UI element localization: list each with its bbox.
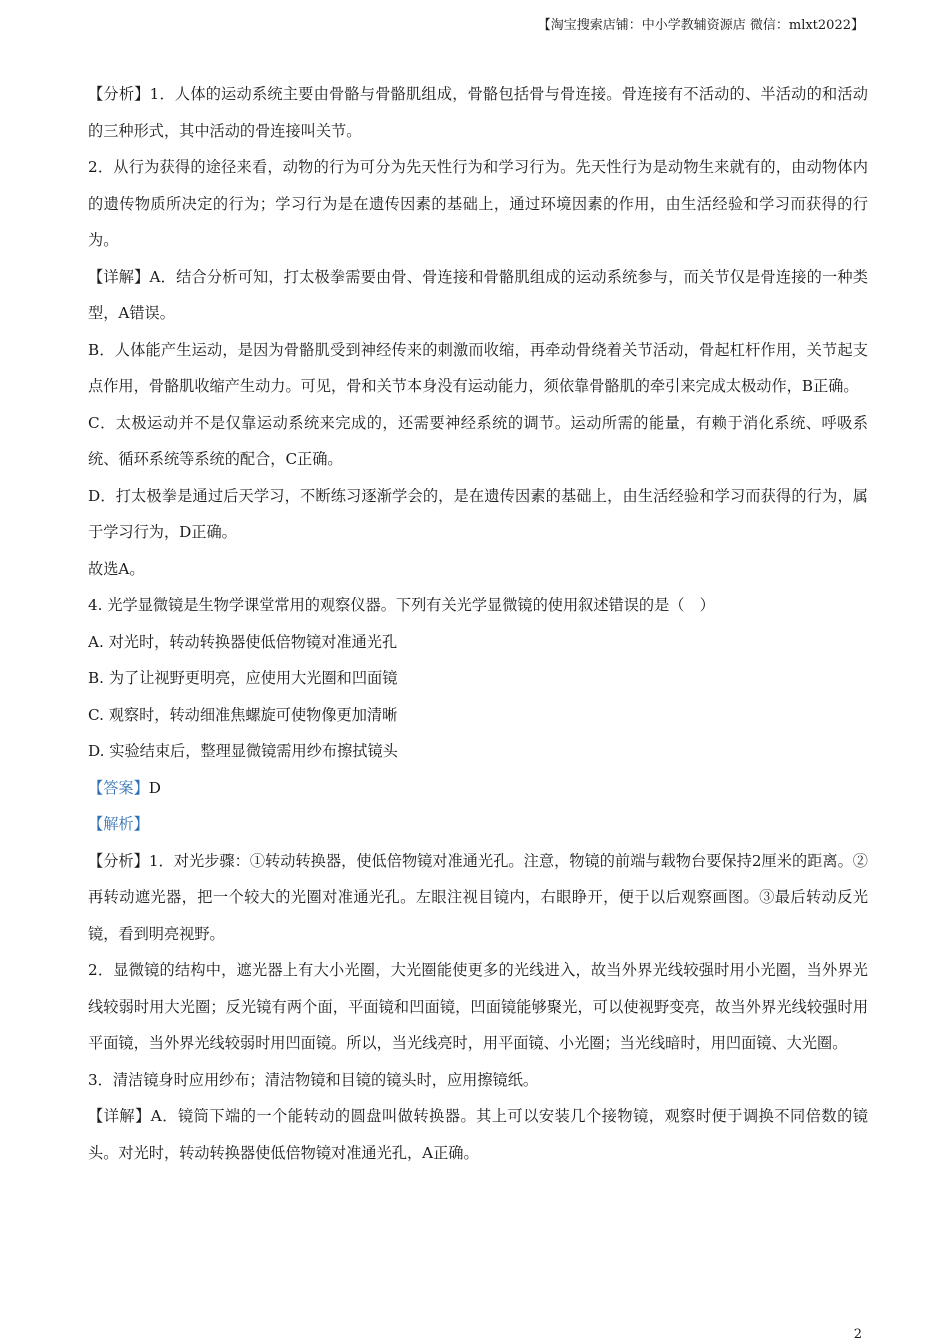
answer-value: D <box>148 778 161 797</box>
detail-paragraph-c: C．太极运动并不是仅靠运动系统来完成的，还需要神经系统的调节。运动所需的能量，有赖于消化系统、呼吸系统、循环系统等系统的配合，C正确。 <box>88 413 868 468</box>
q4-analysis-3: 3．清洁镜身时应用纱布；清洁物镜和目镜的镜头时，应用擦镜纸。 <box>88 1070 539 1089</box>
q4-analysis-1: 【分析】1．对光步骤：①转动转换器，使低倍物镜对准通光孔。注意，物镜的前端与载物台要保持2厘米的距离。②再转动遮光器，把一个较大的光圈对准通光孔。左眼注视目镜内，右眼睁开，便于以后观察画图。③最后转动反光镜，看到明亮视野。 <box>88 851 868 943</box>
option-b: B. 为了让视野更明亮，应使用大光圈和凹面镜 <box>88 669 398 687</box>
analysis-paragraph-1: 【分析】1．人体的运动系统主要由骨骼与骨骼肌组成，骨骼包括骨与骨连接。骨连接有不活动的、半活动的和活动的三种形式，其中活动的骨连接叫关节。 <box>88 85 868 140</box>
option-a: A. 对光时，转动转换器使低倍物镜对准通光孔 <box>88 632 398 651</box>
answer-label: 【答案】 <box>88 778 149 797</box>
detail-paragraph-d: D．打太极拳是通过后天学习，不断练习逐渐学会的，是在遗传因素的基础上，由生活经验和学习而获得的行为，属于学习行为，D正确。 <box>88 486 868 541</box>
answer-line <box>88 770 868 807</box>
explanation-label: 【解析】 <box>88 815 149 833</box>
page-number: 2 <box>853 1327 862 1342</box>
document-body <box>88 76 868 1171</box>
option-c: C. 观察时，转动细准焦螺旋可使物像更加清晰 <box>88 705 398 724</box>
question-stem: 4. 光学显微镜是生物学课堂常用的观察仪器。下列有关光学显微镜的使用叙述错误的是（ ） <box>88 596 715 614</box>
page-header: 【淘宝搜索店铺：中小学教辅资源店 微信：mlxt2022】 <box>537 18 864 33</box>
option-d: D. 实验结束后，整理显微镜需用纱布擦拭镜头 <box>88 742 398 760</box>
analysis-paragraph-2: 2．从行为获得的途径来看，动物的行为可分为先天性行为和学习行为。先天性行为是动物生来就有的，由动物体内的遗传物质所决定的行为；学习行为是在遗传因素的基础上，通过环境因素的作用，由生活经验和学习而获得的行为。 <box>88 158 868 249</box>
q4-analysis-2: 2．显微镜的结构中，遮光器上有大小光圈，大光圈能使更多的光线进入，故当外界光线较强时用小光圈，当外界光线较弱时用大光圈；反光镜有两个面，平面镜和凹面镜，凹面镜能够聚光，可以使视野变亮，故当外界光线较强时用平面镜，当外界光线较弱时用凹面镜。所以，当光线亮时，用平面镜、小光圈；当光线暗时，用凹面镜、大光圈。 <box>88 961 868 1052</box>
q4-detail-a: 【详解】A．镜筒下端的一个能转动的圆盘叫做转换器。其上可以安装几个接物镜，观察时便于调换不同倍数的镜头。对光时，转动转换器使低倍物镜对准通光孔，A正确。 <box>88 1107 868 1162</box>
detail-paragraph-a: 【详解】A．结合分析可知，打太极拳需要由骨、骨连接和骨骼肌组成的运动系统参与，而关节仅是骨连接的一种类型，A错误。 <box>88 267 868 322</box>
conclusion: 故选A。 <box>88 559 145 578</box>
detail-paragraph-b: B．人体能产生运动，是因为骨骼肌受到神经传来的刺激而收缩，再牵动骨绕着关节活动，骨起杠杆作用，关节起支点作用，骨骼肌收缩产生动力。可见，骨和关节本身没有运动能力，须依靠骨骼肌的牵引来完成太极动作，B正确。 <box>88 340 868 395</box>
